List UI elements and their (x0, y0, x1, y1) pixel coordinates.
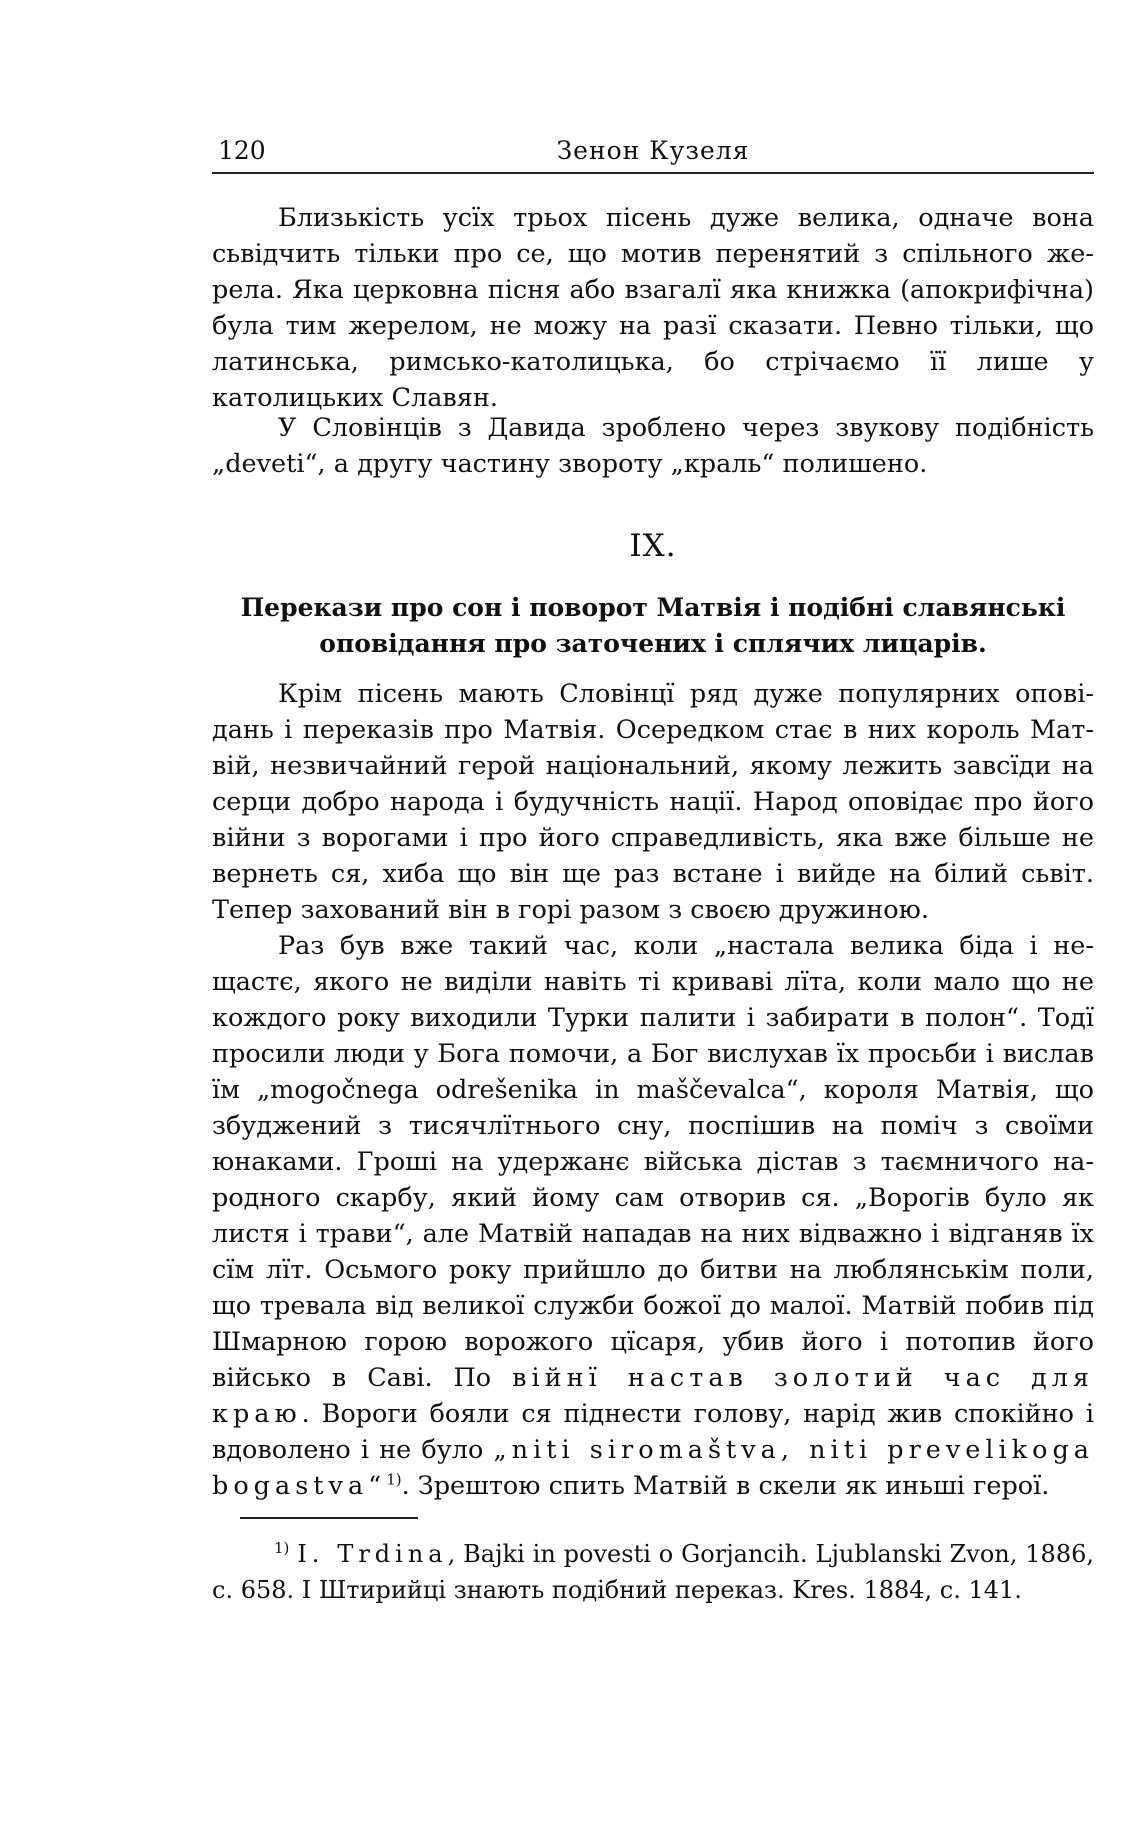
footnote-text (212, 1536, 1094, 1608)
page-number: 120 (218, 136, 266, 165)
section-title: Перекази про сон і поворот Матвія і подібні славянські оповідання про заточених і сплячих лицарів. (240, 593, 1066, 658)
spaced-emphasis-text: війнї настав золотий час для краю (212, 1363, 1095, 1429)
footnote-divider (240, 1517, 418, 1519)
paragraph-slovene-david (212, 410, 1094, 482)
paragraph-text: У Словінців з Давида зроблено через звукову подібність „deveti“, а другу частину звороту „краль“ полишено. (212, 413, 1094, 479)
body-text: . Вороги бояли ся піднести голову, нарід жив спокійно і вдоволено і не було (212, 1399, 1094, 1465)
footnote-citation: , Bajki in povesti o Gorjancih. Ljublanski Zvon, 1886, с. 658. І Штирийці знають подібний переказ. Kres. 1884, с. 141. (212, 1540, 1094, 1604)
spaced-quote-text: „niti siromaštva, niti prevelikoga bogastva“ (212, 1435, 1094, 1501)
paragraph-songs-similarity (212, 200, 1094, 416)
body-text: Раз був вже такий час, коли „настала велика біда і нещастє, якого не виділи навіть ті криваві лїта, коли мало що не кождого року виходили Турки палити і забирати в полон“. Тодї просили люди у Бога помочи, а Бог вислухав їх просьби і вислав їм „mogočnega odrešenika in maščevalca“, короля Матвія, що збуджений з тисячлїтнього сну, поспішив на поміч з своїми юнаками. Гроші на удержанє війська дістав з таємничого народного скарбу, який йому сам отворив ся. „Ворогів було як листя і трави“, але Матвій нападав на них відважно і відганяв їх сїм лїт. Осьмого року прийшло до битви на люблянськім поли, що тревала від великої служби божої до малої. Матвій побив під Шмарною горою ворожого цїсаря, убив його і потопив його військо в Саві. По (212, 931, 1094, 1393)
paragraph-text: Близькість усїх трьох пісень дуже велика, одначе вона сьвідчить тільки про се, що мотив перенятий з спільного жерела. Яка церковна пісня або взагалї яка книжка (апокрифічна) була тим жерелом, не можу на разї сказати. Певно тільки, що латинська, римсько-католицька, бо стрічаємо її лише у католицьких Славян. (212, 203, 1094, 413)
body-paragraph-2 (212, 928, 1094, 1504)
footnote (212, 1536, 1094, 1608)
footnote-author: I. Trdina (297, 1540, 448, 1568)
running-header-author: Зенон Кузеля (556, 136, 750, 165)
running-header (212, 132, 1094, 174)
footnote-marker: 1) (274, 1539, 290, 1557)
section-number: IX. (629, 528, 677, 564)
footnote-reference[interactable]: 1) (386, 1470, 402, 1489)
body-text: . Зрештою спить Матвій в скели як иньші герої. (401, 1471, 1050, 1501)
body-paragraph-1: Крім пісень мають Словінцї ряд дуже популярних оповідань і переказів про Матвія. Осередком стає в них король Матвій, незвичайний герой національний, якому лежить завсїди на серци добро народа і будучність нації. Народ оповідає про його війни з ворогами і про його справедливість, яка вже більше не вернеть ся, хиба що він ще раз встане і вийде на білий сьвіт. Тепер захований він в горі разом з своєю дружиною. (212, 679, 1094, 925)
section-body (212, 676, 1094, 1504)
